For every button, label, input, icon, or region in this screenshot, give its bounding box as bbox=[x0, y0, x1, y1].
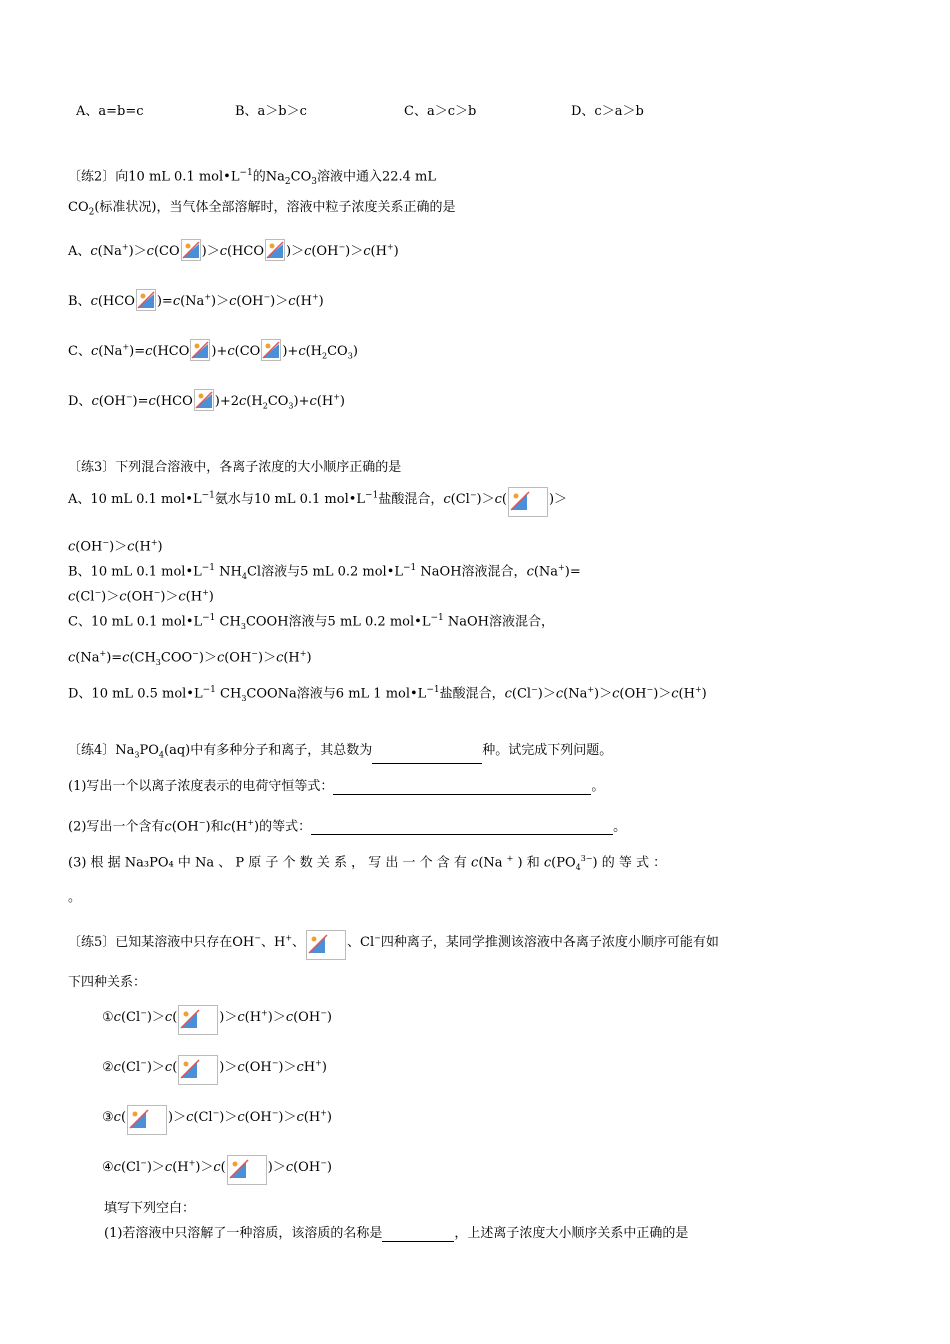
broken-image-icon bbox=[178, 1005, 218, 1035]
broken-image-icon bbox=[127, 1105, 167, 1135]
q3-option-b-cont: c(Cl−)＞c(OH−)＞c(H+) bbox=[68, 588, 214, 605]
q3-option-a-cont: c(OH−)＞c(H+) bbox=[68, 538, 163, 555]
q3-option-a: A、10 mL 0.1 $mol•L^{-1}$氨水与10 mL 0.1 $mol•L^{-1}$盐酸混合，c(Cl−)＞c( )＞ bbox=[68, 487, 567, 517]
q5-relation-2: ②c(Cl−)＞c( )＞c(OH−)＞cH+) bbox=[102, 1055, 327, 1085]
option-b: B、a＞b＞c bbox=[235, 104, 307, 119]
q3-option-d: D、10 mL 0.5 $mol•L^{-1}$ $CH_3COONa$溶液与6 mL 1 $mol•L^{-1}$盐酸混合，c(Cl−)＞c(Na+)＞c(OH−)＞c(H+) bbox=[68, 685, 707, 703]
q5-relation-1: ①c(Cl−)＞c( )＞c(H+)＞c(OH−) bbox=[102, 1005, 332, 1035]
q3-title: 〔练3〕下列混合溶液中，各离子浓度的大小顺序正确的是 bbox=[68, 460, 402, 475]
broken-image-icon bbox=[181, 239, 201, 261]
answer-blank-charge-balance[interactable] bbox=[333, 780, 591, 795]
q4-s3-end: 。 bbox=[68, 890, 82, 905]
broken-image-icon bbox=[227, 1155, 267, 1185]
q2-option-a: A、c(Na+)＞c(CO )＞c(HCO )＞c(OH−)＞c(H+) bbox=[68, 239, 399, 261]
q3-option-c: C、10 mL 0.1 $mol•L^{-1}$ $CH_3COOH$溶液与5 mL 0.2 $mol•L^{-1}$ NaOH溶液混合， bbox=[68, 613, 554, 631]
q5-relation-3: ③c( )＞c(Cl−)＞c(OH−)＞c(H+) bbox=[102, 1105, 332, 1135]
q4-s2: (2)写出一个含有c(OH−)和c(H+)的等式： 。 bbox=[68, 818, 627, 835]
q4-title: 〔练4〕$Na_3PO_4(aq)$中有多种分子和离子，其总数为 种。试完成下列问题。 bbox=[68, 743, 612, 764]
answer-blank-solute-name[interactable] bbox=[382, 1227, 454, 1242]
q5-title: 〔练5〕已知某溶液中只存在OH−、H+、 、Cl−四种离子，某同学推测该溶液中各离子浓度小顺序可能有如 bbox=[68, 930, 719, 960]
broken-image-icon bbox=[194, 389, 214, 411]
broken-image-icon bbox=[265, 239, 285, 261]
q5-fill-instruction: 填写下列空白： bbox=[104, 1201, 196, 1216]
option-d: D、c＞a＞b bbox=[571, 104, 644, 119]
q3-option-b: B、10 mL 0.1 $mol•L^{-1}$ $NH_4Cl$溶液与5 mL 0.2 $mol•L^{-1}$ NaOH溶液混合，c(Na+)= bbox=[68, 563, 581, 581]
answer-blank-species-count[interactable] bbox=[372, 749, 482, 764]
q4-s1: (1)写出一个以离子浓度表示的电荷守恒等式： 。 bbox=[68, 779, 605, 794]
broken-image-icon bbox=[508, 487, 548, 517]
answer-blank-proton-balance[interactable] bbox=[311, 820, 613, 835]
q4-s3: (3) 根 据 Na₃PO₄ 中 Na 、 P 原 子 个 数 关 系 ， 写 出 一 个 含 有 c(Na + ) 和 $c(PO_4^{3-})$ 的 等 式 ： bbox=[68, 854, 667, 872]
q5-line2: 下四种关系： bbox=[68, 975, 147, 990]
q3-option-c-cont: $c(Na^+)=c(CH_3COO^-)>c(OH^-)>c(H^+)$ bbox=[68, 649, 312, 667]
broken-image-icon bbox=[261, 339, 281, 361]
q5-subquestion-1: (1)若溶液中只溶解了一种溶质，该溶质的名称是 ，上述离子浓度大小顺序关系中正确的是 bbox=[104, 1226, 689, 1241]
option-c: C、a＞c＞b bbox=[404, 104, 477, 119]
q2-option-b: B、c(HCO )=c(Na+)＞c(OH−)＞c(H+) bbox=[68, 289, 324, 311]
q2-line2: $CO_2$(标准状况)，当气体全部溶解时，溶液中粒子浓度关系正确的是 bbox=[68, 200, 456, 218]
broken-image-icon bbox=[136, 289, 156, 311]
q2-line1: 〔练2〕向10 mL 0.1 $mol•L^{-1}$的$Na_2CO_3$溶液中通入22.4 mL bbox=[68, 168, 437, 187]
broken-image-icon bbox=[190, 339, 210, 361]
q2-option-d: D、c(OH−)=c(HCO )$+2c(H_2CO_3)+c(H^+)$ bbox=[68, 389, 345, 415]
broken-image-icon bbox=[178, 1055, 218, 1085]
broken-image-icon bbox=[306, 930, 346, 960]
q5-relation-4: ④c(Cl−)＞c(H+)＞c( )＞c(OH−) bbox=[102, 1155, 332, 1185]
q2-option-c: C、c(Na+)=c(HCO )+c(CO )$+c(H_2CO_3)$ bbox=[68, 339, 358, 365]
option-a: A、a=b=c bbox=[76, 104, 144, 119]
